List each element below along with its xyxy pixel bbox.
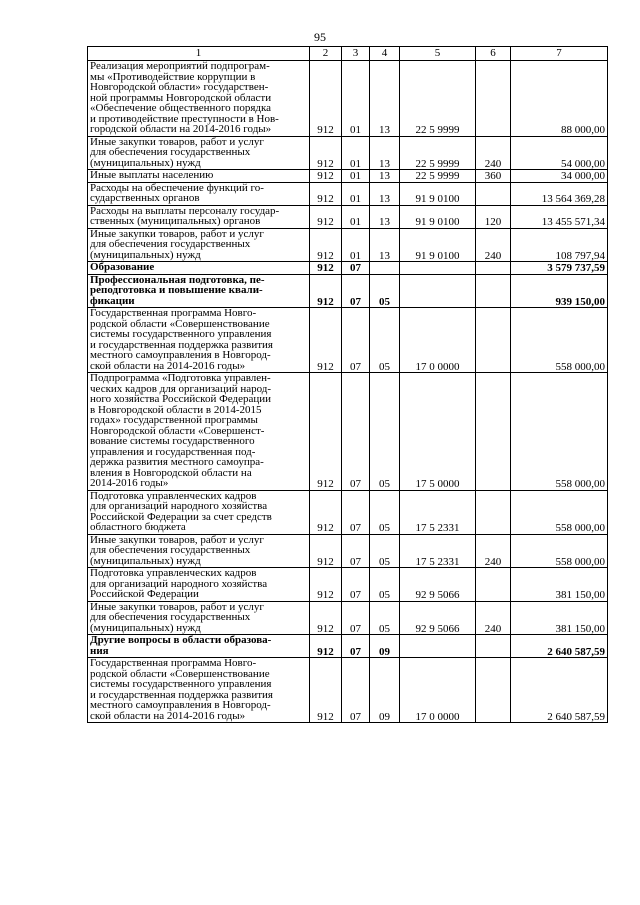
item-name-cell — [88, 228, 310, 262]
expense-type-cell — [476, 205, 511, 228]
section-cell — [342, 61, 370, 137]
target-article-cell — [400, 262, 476, 275]
table-row — [88, 228, 608, 262]
item-name-cell-text: Образование — [90, 261, 155, 273]
code-cell — [310, 205, 342, 228]
item-name-cell — [88, 308, 310, 373]
amount-cell-text: 558 000,00 — [555, 555, 605, 568]
budget-table — [87, 46, 608, 723]
target-article-cell — [400, 568, 476, 602]
target-article-cell-text: 92 9 5066 — [415, 589, 460, 601]
table-row — [88, 136, 608, 170]
item-name-cell-text: Реализация мероприятий подпрограм- мы «Противодействие коррупции в Новгородской области» государствен- ной программы Новгородской области «Обеспечение общественного порядка и противодействие преступности в Нов- городской области на 2014-2016 годы» — [90, 60, 279, 135]
expense-type-cell-text: 240 — [484, 622, 502, 635]
subsection-cell-text: 13 — [379, 124, 390, 136]
subsection-cell-text: 13 — [379, 216, 390, 228]
target-article-cell-text: 22 5 9999 — [415, 170, 460, 182]
amount-cell-text: 13 564 369,28 — [541, 193, 605, 205]
code-cell — [310, 534, 342, 568]
code-cell — [310, 228, 342, 262]
subsection-cell-text: 13 — [379, 249, 390, 262]
amount-cell-text: 381 150,00 — [555, 589, 605, 601]
expense-type-cell-text: 360 — [484, 170, 502, 182]
code-cell-text: 912 — [317, 478, 334, 490]
table-row — [88, 308, 608, 373]
item-name-cell — [88, 170, 310, 183]
amount-cell — [511, 170, 608, 183]
section-cell — [342, 373, 370, 491]
header-cell: 7 — [511, 47, 608, 61]
amount-cell — [511, 182, 608, 205]
subsection-cell-text: 05 — [379, 589, 390, 601]
section-cell-text: 07 — [350, 555, 361, 568]
section-cell — [342, 170, 370, 183]
expense-type-cell — [476, 490, 511, 534]
subsection-cell — [370, 658, 400, 723]
code-cell-text: 912 — [317, 710, 334, 723]
target-article-cell — [400, 170, 476, 183]
target-article-cell — [400, 601, 476, 635]
section-cell — [342, 136, 370, 170]
item-name-cell — [88, 262, 310, 275]
code-cell — [310, 373, 342, 491]
subsection-cell-text: 09 — [379, 710, 390, 723]
subsection-cell-text: 13 — [379, 170, 390, 182]
table-row — [88, 205, 608, 228]
expense-type-cell-text: 240 — [484, 249, 502, 262]
section-cell — [342, 262, 370, 275]
expense-type-cell — [476, 373, 511, 491]
target-article-cell-text: 91 9 0100 — [415, 249, 460, 262]
section-cell-text: 07 — [350, 622, 361, 635]
target-article-cell — [400, 274, 476, 308]
item-name-cell — [88, 601, 310, 635]
code-cell-text: 912 — [317, 170, 334, 182]
section-cell-text: 07 — [350, 478, 361, 490]
target-article-cell — [400, 228, 476, 262]
header-cell: 4 — [370, 47, 400, 61]
subsection-cell — [370, 205, 400, 228]
section-cell — [342, 274, 370, 308]
item-name-cell — [88, 61, 310, 137]
item-name-cell-text: Иные закупки товаров, работ и услуг для обеспечения государственных (муниципальных) нужд — [90, 227, 264, 261]
amount-cell — [511, 490, 608, 534]
code-cell-text: 912 — [317, 589, 334, 601]
item-name-cell-text: Государственная программа Новго- родской области «Совершенствование системы государственного управления и государственная поддержка развития местного самоуправления в Новгород- ской области на 2014-2016 годы» — [90, 307, 273, 372]
amount-cell — [511, 274, 608, 308]
expense-type-cell — [476, 534, 511, 568]
amount-cell-text: 88 000,00 — [561, 124, 605, 136]
subsection-cell — [370, 274, 400, 308]
expense-type-cell — [476, 635, 511, 658]
item-name-cell-text: Иные закупки товаров, работ и услуг для обеспечения государственных (муниципальных) нужд — [90, 533, 264, 567]
amount-cell — [511, 228, 608, 262]
item-name-cell — [88, 490, 310, 534]
subsection-cell-text: 09 — [379, 645, 390, 658]
item-name-cell — [88, 274, 310, 308]
table-row — [88, 568, 608, 602]
target-article-cell — [400, 182, 476, 205]
subsection-cell-text: 13 — [379, 193, 390, 205]
section-cell-text: 07 — [350, 522, 361, 534]
code-cell-text: 912 — [317, 193, 334, 205]
target-article-cell — [400, 308, 476, 373]
item-name-cell — [88, 658, 310, 723]
subsection-cell-text: 05 — [379, 522, 390, 534]
item-name-cell-text: Иные закупки товаров, работ и услуг для обеспечения государственных (муниципальных) нужд — [90, 135, 264, 169]
section-cell-text: 01 — [350, 124, 361, 136]
item-name-cell-text: Расходы на выплаты персоналу государ- ственных (муниципальных) органов — [90, 204, 280, 227]
item-name-cell — [88, 568, 310, 602]
header-cell: 3 — [342, 47, 370, 61]
amount-cell-text: 558 000,00 — [555, 478, 605, 490]
section-cell — [342, 182, 370, 205]
amount-cell — [511, 308, 608, 373]
code-cell-text: 912 — [317, 262, 334, 274]
table-row — [88, 274, 608, 308]
amount-cell-text: 558 000,00 — [555, 522, 605, 534]
subsection-cell-text: 05 — [379, 295, 390, 308]
target-article-cell — [400, 658, 476, 723]
header-cell: 5 — [400, 47, 476, 61]
subsection-cell — [370, 601, 400, 635]
section-cell — [342, 490, 370, 534]
amount-cell-text: 381 150,00 — [555, 622, 605, 635]
target-article-cell-text: 17 5 0000 — [415, 478, 460, 490]
expense-type-cell — [476, 262, 511, 275]
amount-cell — [511, 601, 608, 635]
section-cell-text: 01 — [350, 170, 361, 182]
expense-type-cell — [476, 658, 511, 723]
table-row — [88, 182, 608, 205]
section-cell-text: 07 — [350, 360, 361, 373]
item-name-cell — [88, 182, 310, 205]
amount-cell-text: 939 150,00 — [555, 295, 605, 308]
table-row — [88, 534, 608, 568]
item-name-cell-text: Иные выплаты населению — [90, 169, 214, 181]
section-cell — [342, 228, 370, 262]
subsection-cell — [370, 490, 400, 534]
code-cell-text: 912 — [317, 249, 334, 262]
target-article-cell-text: 17 5 2331 — [415, 555, 460, 568]
amount-cell — [511, 658, 608, 723]
table-row — [88, 601, 608, 635]
subsection-cell — [370, 534, 400, 568]
expense-type-cell — [476, 170, 511, 183]
amount-cell-text: 3 579 737,59 — [547, 262, 605, 274]
code-cell — [310, 490, 342, 534]
target-article-cell-text: 17 0 0000 — [415, 360, 460, 373]
section-cell-text: 07 — [350, 295, 361, 308]
target-article-cell-text: 17 5 2331 — [415, 522, 460, 534]
amount-cell-text: 54 000,00 — [561, 157, 605, 170]
code-cell — [310, 182, 342, 205]
target-article-cell-text: 22 5 9999 — [415, 157, 460, 170]
item-name-cell-text: Другие вопросы в области образова- ния — [90, 634, 272, 657]
table-row — [88, 490, 608, 534]
section-cell-text: 07 — [350, 262, 361, 274]
section-cell — [342, 308, 370, 373]
target-article-cell — [400, 61, 476, 137]
expense-type-cell-text: 120 — [484, 216, 502, 228]
subsection-cell — [370, 568, 400, 602]
code-cell-text: 912 — [317, 645, 334, 658]
code-cell — [310, 262, 342, 275]
expense-type-cell — [476, 136, 511, 170]
item-name-cell-text: Государственная программа Новго- родской области «Совершенствование системы государственного управления и государственная поддержка развития местного самоуправления в Новгород- ской области на 2014-2016 годы» — [90, 657, 273, 722]
header-cell: 1 — [88, 47, 310, 61]
expense-type-cell — [476, 228, 511, 262]
section-cell — [342, 601, 370, 635]
table-row — [88, 262, 608, 275]
code-cell-text: 912 — [317, 360, 334, 373]
amount-cell — [511, 61, 608, 137]
expense-type-cell-text: 240 — [484, 555, 502, 568]
subsection-cell-text: 05 — [379, 622, 390, 635]
section-cell-text: 07 — [350, 589, 361, 601]
section-cell — [342, 205, 370, 228]
target-article-cell — [400, 635, 476, 658]
subsection-cell — [370, 373, 400, 491]
code-cell — [310, 601, 342, 635]
target-article-cell — [400, 136, 476, 170]
code-cell-text: 912 — [317, 295, 334, 308]
item-name-cell-text: Профессиональная подготовка, пе- реподготовка и повышение квали- фикации — [90, 273, 265, 307]
code-cell-text: 912 — [317, 555, 334, 568]
section-cell — [342, 568, 370, 602]
code-cell-text: 912 — [317, 622, 334, 635]
amount-cell — [511, 262, 608, 275]
code-cell — [310, 658, 342, 723]
section-cell-text: 01 — [350, 216, 361, 228]
section-cell-text: 01 — [350, 157, 361, 170]
amount-cell — [511, 635, 608, 658]
page-number: 95 — [314, 30, 326, 44]
amount-cell-text: 2 640 587,59 — [547, 645, 605, 658]
code-cell-text: 912 — [317, 216, 334, 228]
amount-cell-text: 2 640 587,59 — [547, 710, 605, 723]
item-name-cell-text: Подпрограмма «Подготовка управлен- ческих кадров для организаций народ- ного хозяйства Российской Федерации в Новгородской области в 2014-2015 годах» государственной программы Новгородской области «Совершенст- вование системы государственного управления и государственная под- держка развития местного самоупра- вления в Новгородской области на 2014-2016 годы» — [90, 372, 272, 489]
item-name-cell — [88, 205, 310, 228]
subsection-cell-text: 05 — [379, 478, 390, 490]
table-row — [88, 373, 608, 491]
amount-cell — [511, 534, 608, 568]
section-cell-text: 07 — [350, 710, 361, 723]
subsection-cell — [370, 170, 400, 183]
subsection-cell — [370, 228, 400, 262]
subsection-cell-text: 13 — [379, 157, 390, 170]
code-cell — [310, 635, 342, 658]
table-row — [88, 170, 608, 183]
target-article-cell — [400, 373, 476, 491]
amount-cell-text: 108 797,94 — [555, 249, 605, 262]
item-name-cell — [88, 635, 310, 658]
subsection-cell — [370, 308, 400, 373]
header-cell: 2 — [310, 47, 342, 61]
amount-cell-text: 558 000,00 — [555, 360, 605, 373]
item-name-cell — [88, 136, 310, 170]
target-article-cell — [400, 205, 476, 228]
item-name-cell-text: Расходы на обеспечение функций го- сударственных органов — [90, 181, 264, 204]
amount-cell — [511, 205, 608, 228]
expense-type-cell — [476, 568, 511, 602]
code-cell — [310, 61, 342, 137]
item-name-cell-text: Подготовка управленческих кадров для организаций народного хозяйства Российской Федерации — [90, 567, 268, 600]
expense-type-cell — [476, 274, 511, 308]
code-cell — [310, 136, 342, 170]
table-row — [88, 658, 608, 723]
amount-cell-text: 13 455 571,34 — [541, 216, 605, 228]
subsection-cell — [370, 182, 400, 205]
section-cell-text: 01 — [350, 249, 361, 262]
table-header-row — [88, 47, 608, 61]
table-row — [88, 635, 608, 658]
section-cell-text: 07 — [350, 645, 361, 658]
subsection-cell-text: 05 — [379, 360, 390, 373]
item-name-cell — [88, 373, 310, 491]
item-name-cell-text: Иные закупки товаров, работ и услуг для обеспечения государственных (муниципальных) нужд — [90, 600, 264, 634]
subsection-cell — [370, 262, 400, 275]
subsection-cell — [370, 635, 400, 658]
expense-type-cell — [476, 61, 511, 137]
target-article-cell-text: 92 9 5066 — [415, 622, 460, 635]
expense-type-cell — [476, 308, 511, 373]
code-cell-text: 912 — [317, 157, 334, 170]
amount-cell — [511, 136, 608, 170]
code-cell — [310, 274, 342, 308]
item-name-cell-text: Подготовка управленческих кадров для организаций народного хозяйства Российской Федерации за счет средств областного бюджета — [90, 489, 272, 533]
expense-type-cell-text: 240 — [484, 157, 502, 170]
table-row — [88, 61, 608, 137]
subsection-cell — [370, 136, 400, 170]
section-cell — [342, 635, 370, 658]
target-article-cell-text: 91 9 0100 — [415, 193, 460, 205]
section-cell-text: 01 — [350, 193, 361, 205]
code-cell — [310, 568, 342, 602]
item-name-cell — [88, 534, 310, 568]
code-cell-text: 912 — [317, 124, 334, 136]
amount-cell-text: 34 000,00 — [561, 170, 605, 182]
expense-type-cell — [476, 182, 511, 205]
target-article-cell — [400, 490, 476, 534]
subsection-cell — [370, 61, 400, 137]
code-cell-text: 912 — [317, 522, 334, 534]
section-cell — [342, 534, 370, 568]
subsection-cell-text: 05 — [379, 555, 390, 568]
expense-type-cell — [476, 601, 511, 635]
target-article-cell-text: 22 5 9999 — [415, 124, 460, 136]
target-article-cell-text: 17 0 0000 — [415, 710, 460, 723]
code-cell — [310, 170, 342, 183]
target-article-cell-text: 91 9 0100 — [415, 216, 460, 228]
code-cell — [310, 308, 342, 373]
section-cell — [342, 658, 370, 723]
amount-cell — [511, 373, 608, 491]
target-article-cell — [400, 534, 476, 568]
header-cell: 6 — [476, 47, 511, 61]
amount-cell — [511, 568, 608, 602]
